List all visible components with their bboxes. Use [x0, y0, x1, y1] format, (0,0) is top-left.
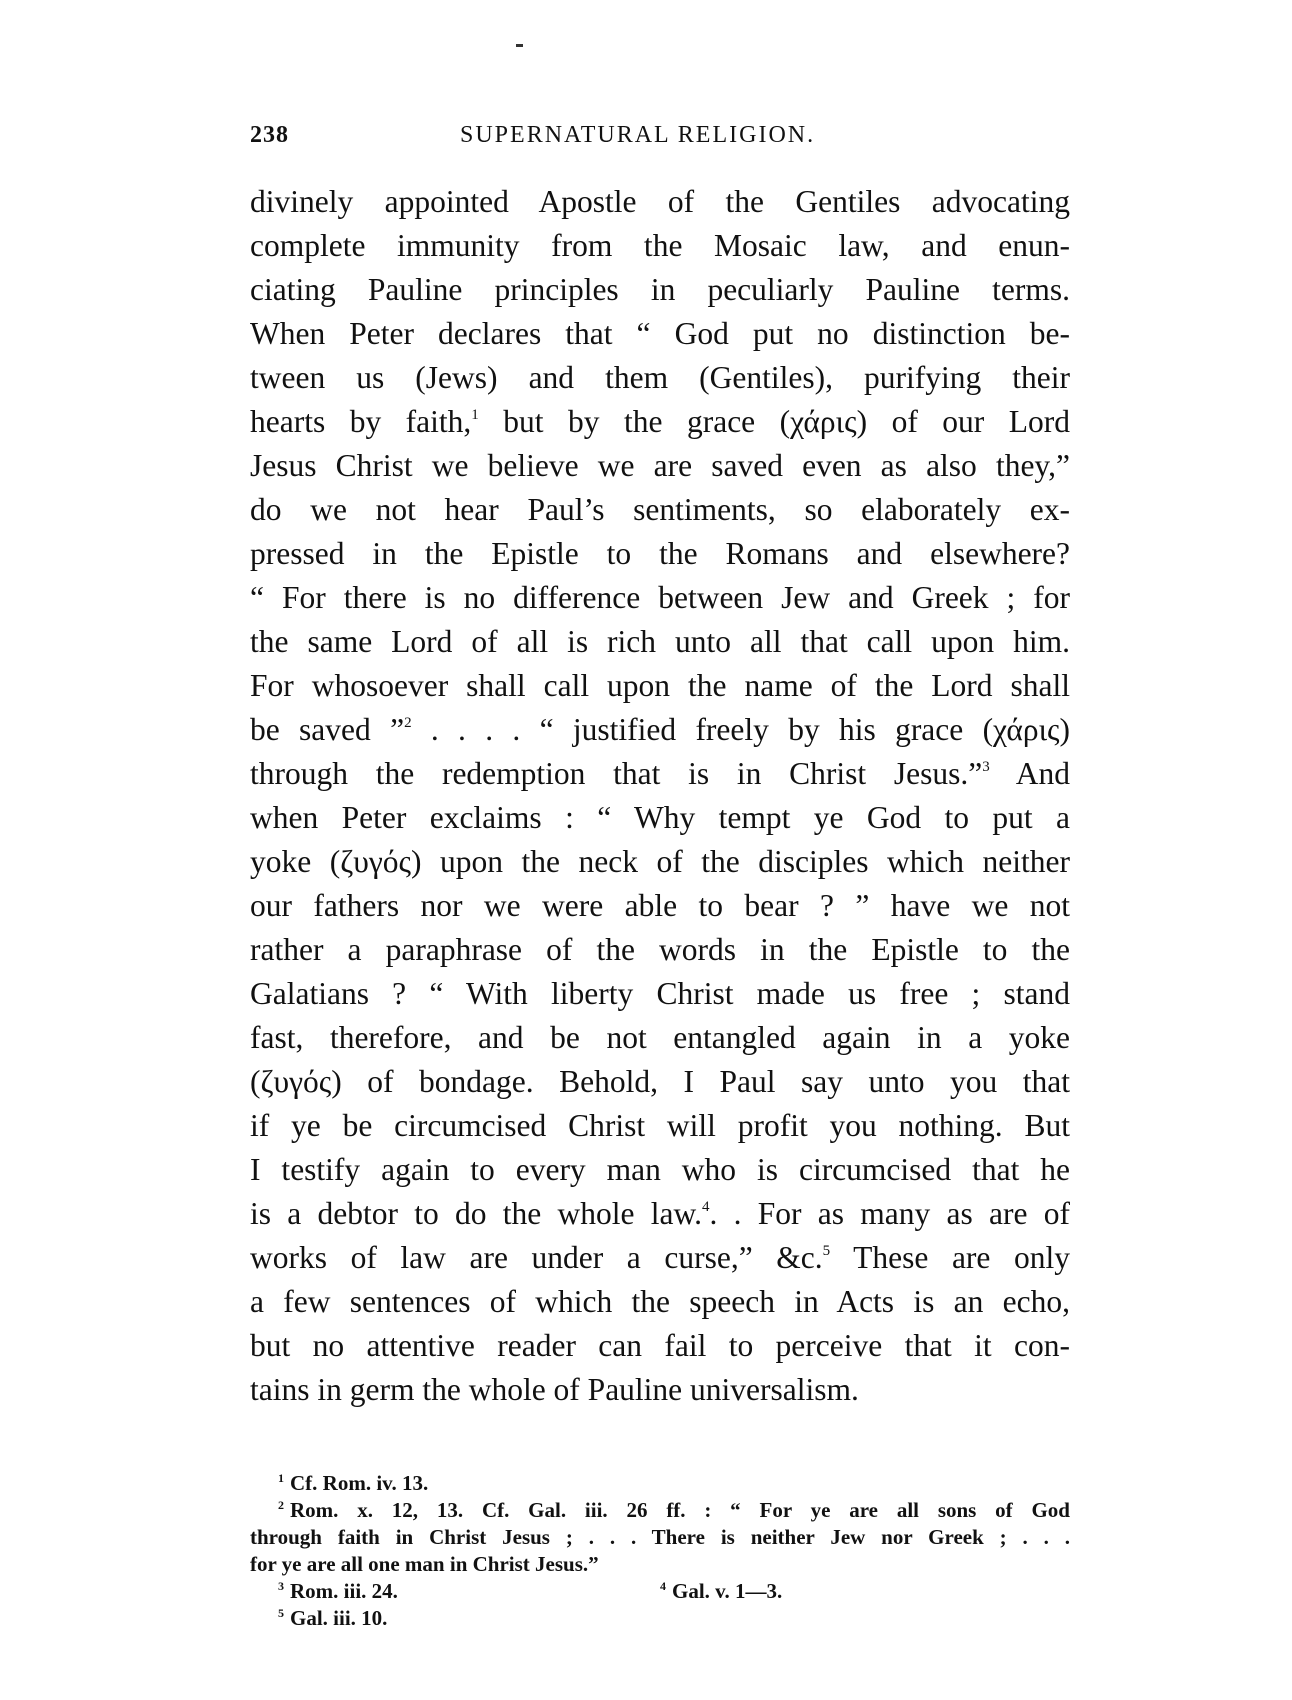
footnote-mark: 5 — [278, 1606, 284, 1620]
line-segment: These are only — [830, 1240, 1070, 1275]
footnote-mark: 2 — [278, 1498, 284, 1512]
text-line: pressed in the Epistle to the Romans and elsewhere? — [250, 536, 1070, 571]
footnote-5 — [250, 1605, 1070, 1632]
body-text — [250, 180, 1070, 1412]
footnote-2-continued: through faith in Christ Jesus ; . . . There is neither Jew nor Greek ; . . . — [250, 1525, 1070, 1549]
line-segment: is a debtor to do the whole law. — [250, 1196, 703, 1231]
footnote-2 — [250, 1497, 1070, 1524]
footnote-reference: 2 — [404, 715, 412, 731]
text-line — [250, 1236, 1070, 1280]
text-line: a few sentences of which the speech in Acts is an echo, — [250, 1284, 1070, 1319]
footnote-3 — [278, 1579, 398, 1603]
text-line: I testify again to every man who is circumcised that he — [250, 1152, 1070, 1187]
footnote-text: Cf. Rom. iv. 13. — [290, 1471, 429, 1495]
footnote-text: Gal. iii. 10. — [290, 1606, 388, 1630]
text-line: “ For there is no difference between Jew and Greek ; for — [250, 580, 1070, 615]
text-line: tween us (Jews) and them (Gentiles), purifying their — [250, 360, 1070, 395]
line-segment: . . For as many as are of — [709, 1196, 1070, 1231]
text-line: ciating Pauline principles in peculiarly Pauline terms. — [250, 272, 1070, 307]
footnote-4 — [660, 1578, 782, 1608]
footnote-reference: 5 — [822, 1243, 831, 1259]
page-number: 238 — [250, 122, 289, 148]
line-segment: but by the grace (χάρις) of our Lord — [478, 404, 1071, 439]
line-segment: And — [989, 756, 1071, 791]
text-line: fast, therefore, and be not entangled again in a yoke — [250, 1020, 1070, 1055]
footnote-mark: 4 — [660, 1579, 666, 1593]
footnote-reference: 3 — [982, 759, 990, 775]
text-line: complete immunity from the Mosaic law, and enun- — [250, 228, 1070, 263]
line-segment: through the redemption that is in Christ Jesus.” — [250, 756, 983, 791]
text-line: do we not hear Paul’s sentiments, so elaborately ex- — [250, 492, 1070, 527]
footnote-text: Rom. x. 12, 13. Cf. Gal. iii. 26 ff. : “ For ye are all sons of God — [290, 1498, 1070, 1522]
text-line: (ζυγός) of bondage. Behold, I Paul say unto you that — [250, 1064, 1070, 1099]
footnote-mark: 3 — [278, 1579, 284, 1593]
footnote-1 — [250, 1470, 1070, 1497]
text-line: our fathers nor we were able to bear ? ” have we not — [250, 888, 1070, 923]
text-line: the same Lord of all is rich unto all that call upon him. — [250, 624, 1070, 659]
text-line — [250, 400, 1070, 444]
footnotes — [250, 1470, 1070, 1632]
text-line: when Peter exclaims : “ Why tempt ye God to put a — [250, 800, 1070, 835]
text-line: When Peter declares that “ God put no distinction be- — [250, 316, 1070, 351]
footnote-2-end: for ye are all one man in Christ Jesus.” — [250, 1552, 599, 1576]
text-line: rather a paraphrase of the words in the Epistle to the — [250, 932, 1070, 967]
line-segment: . . . . “ justified freely by his grace (χάρις) — [411, 712, 1071, 747]
text-line: tains in germ the whole of Pauline universalism. — [250, 1372, 859, 1407]
text-line: Jesus Christ we believe we are saved even as also they,” — [250, 448, 1070, 483]
footnote-text: Rom. iii. 24. — [290, 1579, 398, 1603]
text-line — [250, 708, 1070, 752]
footnote-text: Gal. v. 1—3. — [672, 1579, 783, 1603]
text-line: Galatians ? “ With liberty Christ made us free ; stand — [250, 976, 1070, 1011]
ink-speck — [516, 44, 523, 47]
text-line: but no attentive reader can fail to perceive that it con- — [250, 1328, 1070, 1363]
footnote-reference: 1 — [471, 407, 479, 423]
text-line: For whosoever shall call upon the name of the Lord shall — [250, 668, 1070, 703]
footnote-mark: 1 — [278, 1471, 284, 1485]
text-line: yoke (ζυγός) upon the neck of the disciples which neither — [250, 844, 1070, 879]
footnote-reference: 4 — [702, 1199, 710, 1215]
text-line: if ye be circumcised Christ will profit you nothing. But — [250, 1108, 1070, 1143]
text-line: divinely appointed Apostle of the Gentiles advocating — [250, 184, 1070, 219]
text-line — [250, 1192, 1070, 1236]
text-line — [250, 752, 1070, 796]
line-segment: be saved ” — [250, 712, 405, 747]
line-segment: hearts by faith, — [250, 404, 472, 439]
running-header — [250, 122, 1070, 154]
line-segment: works of law are under a curse,” &c. — [250, 1240, 823, 1275]
footnote-3-4-row — [250, 1578, 1070, 1605]
running-title: SUPERNATURAL RELIGION. — [460, 122, 816, 148]
